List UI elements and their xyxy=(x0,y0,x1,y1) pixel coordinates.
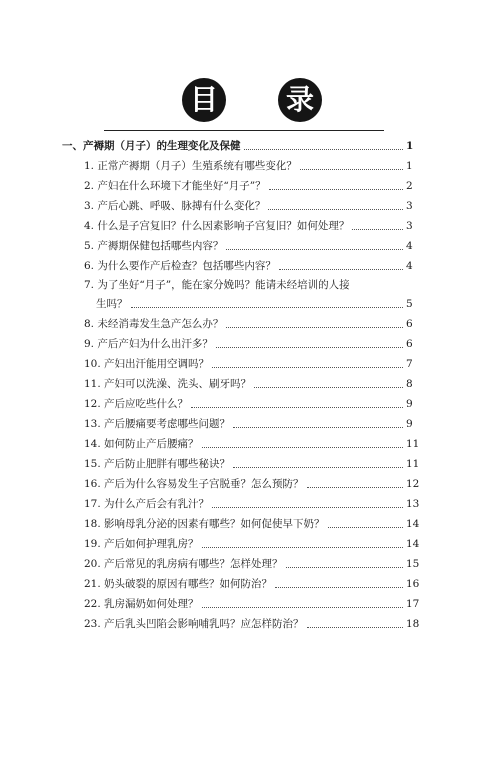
dot-leader xyxy=(286,566,403,568)
toc-item-title: 21. 奶头破裂的原因有哪些？如何防治？ xyxy=(84,578,273,590)
toc-item-title: 3. 产后心跳、呼吸、脉搏有什么变化？ xyxy=(84,200,266,212)
toc-item[interactable] xyxy=(84,377,420,391)
toc-item[interactable] xyxy=(84,537,420,551)
dot-leader xyxy=(269,188,403,190)
toc-item-title: 18. 影响母乳分泌的因素有哪些？如何促使早下奶？ xyxy=(84,518,325,530)
toc-title xyxy=(0,78,504,128)
dot-leader xyxy=(307,626,403,628)
toc-page-number: 12 xyxy=(406,478,420,490)
toc-page-number: 7 xyxy=(406,358,413,370)
toc-item-title: 12. 产后应吃些什么？ xyxy=(84,398,189,410)
toc-page-number: 4 xyxy=(406,240,413,252)
dot-leader xyxy=(202,606,403,608)
toc-page-number: 3 xyxy=(406,200,413,212)
toc-page-number: 4 xyxy=(406,260,413,272)
toc-item-title: 22. 乳房漏奶如何处理？ xyxy=(84,598,199,610)
toc-item[interactable] xyxy=(84,357,420,371)
toc-item[interactable] xyxy=(96,297,420,311)
toc-page-number: 18 xyxy=(406,618,420,630)
toc-item[interactable] xyxy=(84,517,420,531)
dot-leader xyxy=(233,466,403,468)
toc-page-number: 15 xyxy=(406,558,420,570)
dot-leader xyxy=(202,546,403,548)
toc-item-title: 20. 产后常见的乳房病有哪些？怎样处理？ xyxy=(84,558,283,570)
dot-leader xyxy=(216,346,403,348)
toc-item[interactable] xyxy=(84,239,420,253)
toc-item[interactable] xyxy=(84,597,420,611)
toc-item[interactable] xyxy=(84,397,420,411)
dot-leader xyxy=(307,486,403,488)
title-char: 录 xyxy=(285,83,314,116)
toc-page-number: 2 xyxy=(406,180,413,192)
toc-item-title-line2: 生吗？ xyxy=(96,298,128,310)
toc-page-number: 11 xyxy=(406,458,420,470)
dot-leader xyxy=(328,526,403,528)
toc-page-number: 9 xyxy=(406,398,413,410)
dot-leader xyxy=(226,248,403,250)
toc-page-number: 1 xyxy=(406,140,414,152)
toc-item-title: 15. 产后防止肥胖有哪些秘诀？ xyxy=(84,458,231,470)
toc-item-title: 23. 产后乳头凹陷会影响哺乳吗？应怎样防治？ xyxy=(84,618,304,630)
toc-page-number: 3 xyxy=(406,220,413,232)
title-divider xyxy=(104,130,384,131)
title-char-badge xyxy=(278,78,322,122)
toc-item-title: 1. 正常产褥期（月子）生殖系统有哪些变化？ xyxy=(84,160,297,172)
dot-leader xyxy=(191,406,403,408)
toc-item[interactable] xyxy=(84,497,420,511)
title-char: 目 xyxy=(189,83,218,116)
toc-item-title: 17. 为什么产后会有乳汁？ xyxy=(84,498,210,510)
toc-item[interactable] xyxy=(84,617,420,631)
toc-item-title: 10. 产妇出汗能用空调吗？ xyxy=(84,358,210,370)
dot-leader xyxy=(352,228,403,230)
toc-page-number: 6 xyxy=(406,318,413,330)
toc-section-title: 一、产褥期（月子）的生理变化及保健 xyxy=(62,140,241,152)
dot-leader xyxy=(275,586,403,588)
toc-item[interactable] xyxy=(84,437,420,451)
dot-leader xyxy=(212,366,403,368)
toc-page-number: 16 xyxy=(406,578,420,590)
toc-item-title: 4. 什么是子宫复旧？什么因素影响子宫复旧？如何处理？ xyxy=(84,220,350,232)
toc-page-number: 17 xyxy=(406,598,420,610)
dot-leader xyxy=(279,268,403,270)
toc-item[interactable] xyxy=(84,179,420,193)
toc-item-title: 9. 产后产妇为什么出汗多？ xyxy=(84,338,213,350)
toc-item-title: 13. 产后腰痛要考虑哪些问题？ xyxy=(84,418,231,430)
toc-page-number: 9 xyxy=(406,418,413,430)
toc-item[interactable] xyxy=(84,159,420,173)
toc-item[interactable] xyxy=(84,317,420,331)
toc-item[interactable] xyxy=(84,219,420,233)
toc-item[interactable] xyxy=(84,577,420,591)
toc-item-title: 11. 产妇可以洗澡、洗头、刷牙吗？ xyxy=(84,378,252,390)
toc-page-number: 11 xyxy=(406,438,420,450)
toc-page-number: 5 xyxy=(406,298,413,310)
toc-item[interactable] xyxy=(84,337,420,351)
dot-leader xyxy=(268,208,403,210)
toc-item[interactable] xyxy=(84,477,420,491)
toc-page-number: 8 xyxy=(406,378,413,390)
toc-page-number: 14 xyxy=(406,518,420,530)
toc-item-title: 5. 产褥期保健包括哪些内容？ xyxy=(84,240,224,252)
dot-leader xyxy=(131,306,404,308)
dot-leader xyxy=(202,446,403,448)
toc-item[interactable] xyxy=(84,457,420,471)
toc-page-number: 6 xyxy=(406,338,413,350)
toc-item[interactable] xyxy=(84,417,420,431)
dot-leader xyxy=(254,386,403,388)
toc-item-title: 8. 未经消毒发生急产怎么办？ xyxy=(84,318,224,330)
dot-leader xyxy=(244,148,404,150)
toc-item-title: 16. 产后为什么容易发生子宫脱垂？怎么预防？ xyxy=(84,478,304,490)
toc-item[interactable] xyxy=(84,557,420,571)
toc-page-number: 14 xyxy=(406,538,420,550)
toc-item-title-line1[interactable]: 7. 为了坐好“月子”，能在家分娩吗？能请未经培训的人接 xyxy=(84,279,350,291)
toc-section xyxy=(62,139,420,153)
toc-item-title: 14. 如何防止产后腰痛？ xyxy=(84,438,199,450)
toc-page-number: 13 xyxy=(406,498,420,510)
toc-item-title: 2. 产妇在什么环境下才能坐好“月子”？ xyxy=(84,180,266,192)
toc-item-title: 19. 产后如何护理乳房？ xyxy=(84,538,199,550)
toc-page-number: 1 xyxy=(406,160,413,172)
dot-leader xyxy=(212,506,403,508)
dot-leader xyxy=(226,326,403,328)
dot-leader xyxy=(233,426,403,428)
toc-item[interactable] xyxy=(84,259,420,273)
toc-item-title: 6. 为什么要作产后检查？包括哪些内容？ xyxy=(84,260,276,272)
toc-item[interactable] xyxy=(84,199,420,213)
dot-leader xyxy=(300,168,403,170)
title-char-badge xyxy=(182,78,226,122)
